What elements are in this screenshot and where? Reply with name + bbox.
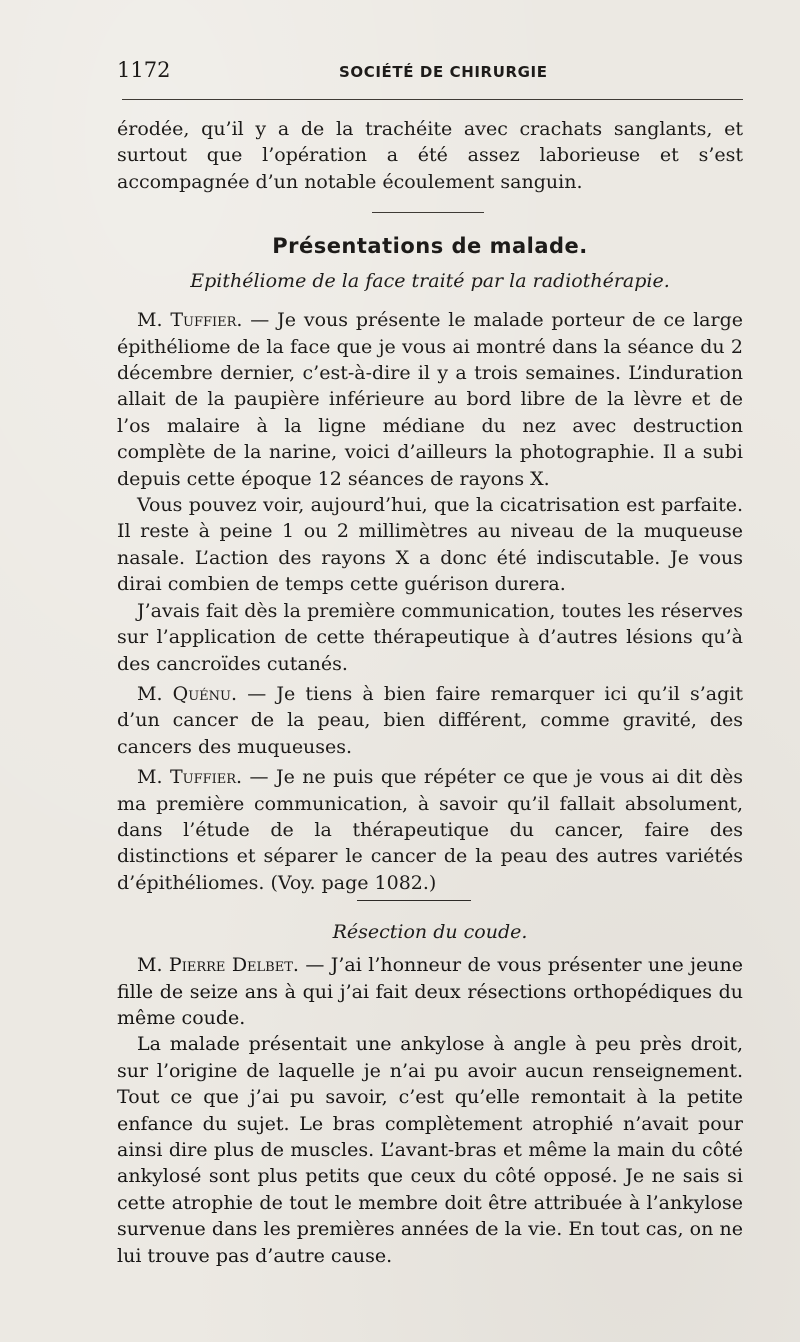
- case2-paragraph-2: La malade présentait une ankylose à angle à peu près droit, sur l’origine de laquelle je n’ai pu avoir aucun renseignement. Tout ce que j’ai pu savoir, c’est qu’elle remontait à la petite enfance du sujet. Le bras complètement atrophié n’avait pour ainsi dire plus de muscles. L’avant-bras et même la main du côté ankylosé sont plus petits que ceux du côté opposé. Je ne sais si cette atrophie de tout le membre doit être attribuée à l’ankylose survenue dans les premières années de la vie. En tout cas, on ne lui trouve pas d’autre cause.: [117, 1033, 743, 1267]
- opening-paragraph: érodée, qu’il y a de la trachéite avec crachats sanglants, et surtout que l’opération a été assez laborieuse et s’est accompagnée d’un notable écoulement sanguin.: [117, 118, 743, 193]
- running-head: [117, 58, 742, 86]
- paragraph-text: — J’ai l’honneur de vous présenter une jeune fille de seize ans à qui j’ai fait deux résections orthopédiques du même coude.: [117, 954, 744, 1029]
- section-separator: [372, 212, 484, 213]
- case1-title: Epithéliome de la face traité par la radiothérapie.: [190, 270, 670, 293]
- page-content: [117, 116, 743, 1269]
- paragraph-text: — Je vous présente le malade porteur de ce large épithéliome de la face que je vous ai montré dans la séance du 2 décembre dernier, c’est-à-dire il y a trois semaines. L’induration allait de la paupière inférieure au bord libre de la lèvre et de l’os malaire à la ligne médiane du nez avec destruction complète de la narine, voici d’ailleurs la photographie. Il a subi depuis cette époque 12 séances de rayons X.: [117, 309, 743, 490]
- speaker-prefix: M.: [137, 682, 173, 705]
- speaker-prefix: M.: [137, 766, 170, 789]
- running-title: SOCIÉTÉ DE CHIRURGIE: [339, 63, 548, 81]
- subsection-separator: [357, 900, 471, 901]
- page-number: 1172: [117, 58, 171, 82]
- case2-title: Résection du coude.: [332, 921, 528, 944]
- case1-paragraph-1: [117, 307, 743, 492]
- case2-paragraph-1: [117, 952, 743, 1031]
- speaker-name: Quénu.: [172, 682, 238, 705]
- speaker-prefix: M.: [137, 954, 169, 977]
- case1-paragraph-3: J’avais fait dès la première communication, toutes les réserves sur l’application de cette thérapeutique à d’autres lésions qu’à des cancroïdes cutanés.: [117, 599, 743, 675]
- case1-paragraph-5: [117, 764, 743, 896]
- paragraph-text: — Je tiens à bien faire remarquer ici qu’il s’agit d’un cancer de la peau, bien différent, comme gravité, des cancers des muqueuses.: [117, 682, 743, 758]
- speaker-name: Tuffier.: [170, 309, 243, 332]
- speaker-name: Pierre Delbet.: [168, 954, 299, 977]
- paragraph-text: — Je ne puis que répéter ce que je vous ai dit dès ma première communication, à savoir qu’il fallait absolument, dans l’étude de la thérapeutique du cancer, faire des distinctions et séparer le cancer de la peau des autres variétés d’épithéliomes. (Voy. page 1082.): [117, 766, 743, 894]
- speaker-prefix: M.: [137, 309, 171, 332]
- case1-paragraph-2: Vous pouvez voir, aujourd’hui, que la cicatrisation est parfaite. Il reste à peine 1 ou 2 millimètres au niveau de la muqueuse nasale. L’action des rayons X a donc été indiscutable. Je vous dirai combien de temps cette guérison durera.: [117, 494, 743, 596]
- section-title: Présentations de malade.: [272, 234, 588, 259]
- header-rule: [122, 99, 743, 100]
- case1-paragraph-4: [117, 681, 743, 760]
- speaker-name: Tuffier.: [169, 766, 243, 789]
